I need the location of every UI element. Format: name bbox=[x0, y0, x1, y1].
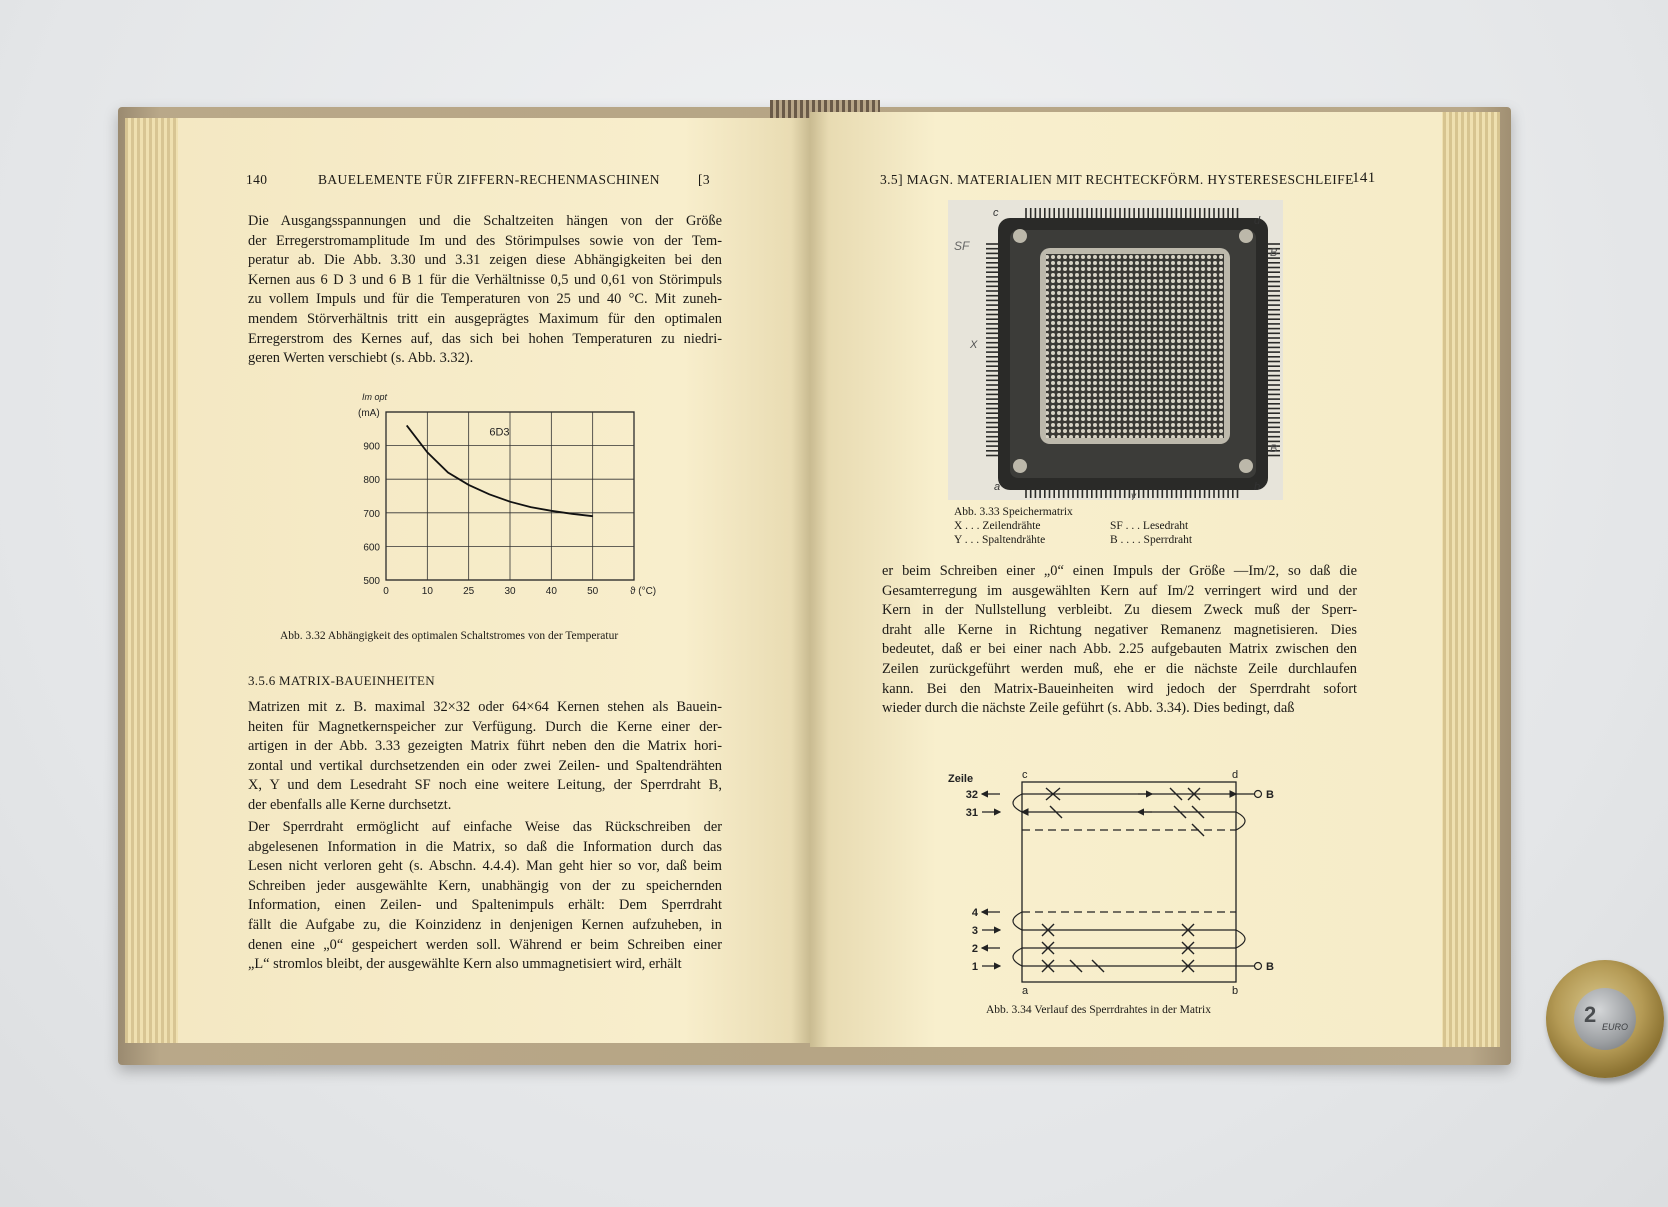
text-line: peratur ab. Die Abb. 3.30 und 3.31 zeigen diese Abhängigkeiten bei den bbox=[248, 252, 722, 269]
y-tick-label: 800 bbox=[363, 475, 380, 487]
zeile-label: Zeile bbox=[948, 773, 974, 785]
text-line: Die Ausgangsspannungen und die Schaltzeiten hängen von der Größe bbox=[248, 213, 722, 229]
page-edges-right bbox=[1440, 112, 1500, 1047]
x-tick-label: 10 bbox=[421, 586, 433, 597]
text-line: Zeilen zurückgeführt werden muß, ehe er die nächste Zeile durchlaufen bbox=[882, 660, 1357, 677]
x-tick-label: 40 bbox=[545, 586, 557, 597]
label-b-bottom: B bbox=[1270, 443, 1278, 455]
corner-a: a bbox=[1022, 985, 1029, 997]
y-tick-label: 700 bbox=[363, 508, 380, 520]
row-label: 4 bbox=[971, 907, 978, 919]
text-line: Schreiben jeder ausgewählte Kern, unabhängig von der zu speichernden bbox=[248, 877, 722, 894]
text-line: Der Sperrdraht ermöglicht auf einfache Weise das Rückschreiben der bbox=[248, 819, 722, 835]
x-axis-label: ϑ (°C) bbox=[630, 586, 657, 597]
page-number: 140 bbox=[246, 172, 268, 187]
text-line: mendem Störverhältnis tritt ein ausgeprägtes Maximum für den optimalen bbox=[248, 310, 722, 327]
label-d: d bbox=[1254, 215, 1261, 227]
row-label: 1 bbox=[971, 961, 978, 973]
text-line: denen eine „0“ gespeichert werden soll. Während er beim Schreiben einer bbox=[248, 936, 722, 953]
coin-value: 2 bbox=[1584, 1002, 1597, 1027]
text-line: kann. Bei den Matrix-Baueinheiten wird jedoch der Sperrdraht sofort bbox=[882, 680, 1357, 697]
text-line: abgelesenen Information in die Matrix, so daß die Information durch das bbox=[248, 838, 722, 855]
series-line bbox=[407, 425, 593, 516]
running-head: BAUELEMENTE FÜR ZIFFERN-RECHENMASCHINEN bbox=[318, 172, 660, 187]
y-axis-unit: (mA) bbox=[358, 408, 380, 419]
figure-caption: Abb. 3.33 Speichermatrix bbox=[954, 506, 1073, 518]
text-line: er beim Schreiben einer „0“ einen Impuls der Größe —Im/2, so daß die bbox=[882, 563, 1357, 579]
x-tick-label: 0 bbox=[383, 586, 389, 597]
page-number: 141 bbox=[1352, 170, 1376, 186]
label-b: b bbox=[1254, 481, 1261, 493]
text-line: fällt die Aufgabe zu, die Koinzidenz in denjenigen Kernen aufzuheben, in bbox=[248, 916, 722, 933]
text-line: zu vollem Impuls und für die Temperaturen von 25 und 40 °C. Mit zuneh- bbox=[248, 291, 722, 308]
text-line: geren Werten verschiebt (s. Abb. 3.32). bbox=[248, 350, 474, 367]
coin-text: EURO bbox=[1602, 1022, 1629, 1032]
y-axis-label: Im opt bbox=[362, 392, 388, 402]
label-sf: SF bbox=[954, 239, 970, 253]
label-a: a bbox=[994, 481, 1001, 493]
paragraph bbox=[248, 818, 722, 975]
legend-x: X . . . Zeilendrähte bbox=[954, 520, 1041, 532]
label-x: X bbox=[970, 339, 978, 351]
paragraph bbox=[882, 562, 1357, 719]
label-y: y bbox=[1131, 491, 1136, 500]
figure-caption: Abb. 3.32 Abhängigkeit des optimalen Schaltstromes von der Temperatur bbox=[280, 630, 619, 642]
x-tick-label: 50 bbox=[587, 586, 599, 597]
text-line: Matrizen mit z. B. maximal 32×32 oder 64×64 Kernen stehen als Bauein- bbox=[248, 699, 722, 715]
terminal-b-top: B bbox=[1266, 789, 1274, 801]
legend-sf: SF . . . Lesedraht bbox=[1110, 520, 1189, 532]
label-b-top: B bbox=[1270, 247, 1278, 259]
row-label: 3 bbox=[971, 925, 978, 937]
text-line: wieder durch die nächste Zeile geführt (s. Abb. 3.34). Dies bedingt, daß bbox=[882, 700, 1295, 717]
text-line: Erregerstrom des Kernes auf, das sich bei hohen Temperaturen zu niedri- bbox=[248, 330, 722, 347]
paragraph bbox=[248, 698, 722, 816]
text-line: „L“ stromlos bleibt, der ausgewählte Kern also ummagnetisiert wird, erhält bbox=[248, 956, 682, 973]
y-tick-label: 600 bbox=[363, 542, 380, 554]
figure-3-32-chart bbox=[328, 382, 658, 622]
row-label: 2 bbox=[971, 943, 978, 955]
corner-c: c bbox=[1022, 769, 1028, 781]
right-page bbox=[810, 112, 1442, 1047]
text-line: artigen in der Abb. 3.33 gezeigten Matrix führt neben den die Matrix hori- bbox=[248, 738, 722, 755]
label-c: c bbox=[993, 207, 999, 219]
text-line: Information, einen Zeilen- und Spaltenimpuls erhält: Dem Sperrdraht bbox=[248, 897, 722, 914]
y-tick-label: 500 bbox=[363, 576, 380, 587]
figure-3-34-diagram bbox=[938, 762, 1288, 1002]
running-head: 3.5] MAGN. MATERIALIEN MIT RECHTECKFÖRM. HYSTERESESCHLEIFE bbox=[880, 172, 1354, 187]
text-line: heiten für Magnetkernspeicher zur Verfügung. Durch die Kerne einer der- bbox=[248, 718, 722, 735]
text-line: Lesen nicht verloren geht (s. Abschn. 4.4.4). Man geht hier so vor, daß beim bbox=[248, 858, 722, 875]
text-line: bedeutet, daß er bei einer nach Abb. 2.25 aufgebauten Matrix zwischen den bbox=[882, 641, 1357, 658]
legend-y: Y . . . Spaltendrähte bbox=[954, 534, 1046, 546]
x-tick-label: 25 bbox=[463, 586, 475, 597]
text-line: zontal und vertikal durchsetzenden ein oder zwei Zeilen- und Spaltendrähten bbox=[248, 757, 722, 774]
text-line: der Erregerstromamplitude Im und des Störimpulses sowie von der Tem- bbox=[248, 232, 722, 249]
euro-coin bbox=[1546, 960, 1664, 1078]
text-line: Kern in der Nullstellung verbleibt. Zu diesem Zweck muß der Sperr- bbox=[882, 602, 1357, 619]
curve-label: 6D3 bbox=[489, 426, 510, 439]
corner-b: b bbox=[1232, 985, 1239, 997]
figure-caption: Abb. 3.34 Verlauf des Sperrdrahtes in der Matrix bbox=[986, 1004, 1211, 1016]
legend-b: B . . . . Sperrdraht bbox=[1110, 534, 1193, 546]
page-edges-left bbox=[125, 118, 180, 1043]
figure-3-33-photo bbox=[948, 200, 1283, 500]
text-line: X, Y und dem Lesedraht SF noch eine weitere Leitung, der Sperrdraht B, bbox=[248, 777, 722, 794]
y-tick-label: 900 bbox=[363, 441, 380, 453]
text-line: Gesamterregung im ausgewählten Kern auf Im/2 verringert wird und der bbox=[882, 582, 1357, 599]
section-heading: 3.5.6 MATRIX-BAUEINHEITEN bbox=[248, 673, 435, 688]
text-line: draht alle Kerne in Richtung negativer Remanenz magnetisieren. Dies bbox=[882, 621, 1357, 638]
row-label: 32 bbox=[965, 789, 978, 801]
x-tick-label: 30 bbox=[504, 586, 516, 597]
row-label: 31 bbox=[965, 807, 978, 819]
text-line: Kernen aus 6 D 3 und 6 B 1 für die Verhältnisse 0,5 und 0,61 von Störimpuls bbox=[248, 271, 722, 288]
terminal-b-bottom: B bbox=[1266, 961, 1274, 973]
paragraph bbox=[248, 212, 722, 369]
corner-d: d bbox=[1232, 769, 1239, 781]
chapter-mark: [3 bbox=[698, 172, 711, 187]
text-line: der ebenfalls alle Kerne durchsetzt. bbox=[248, 796, 452, 813]
left-page bbox=[178, 118, 810, 1043]
